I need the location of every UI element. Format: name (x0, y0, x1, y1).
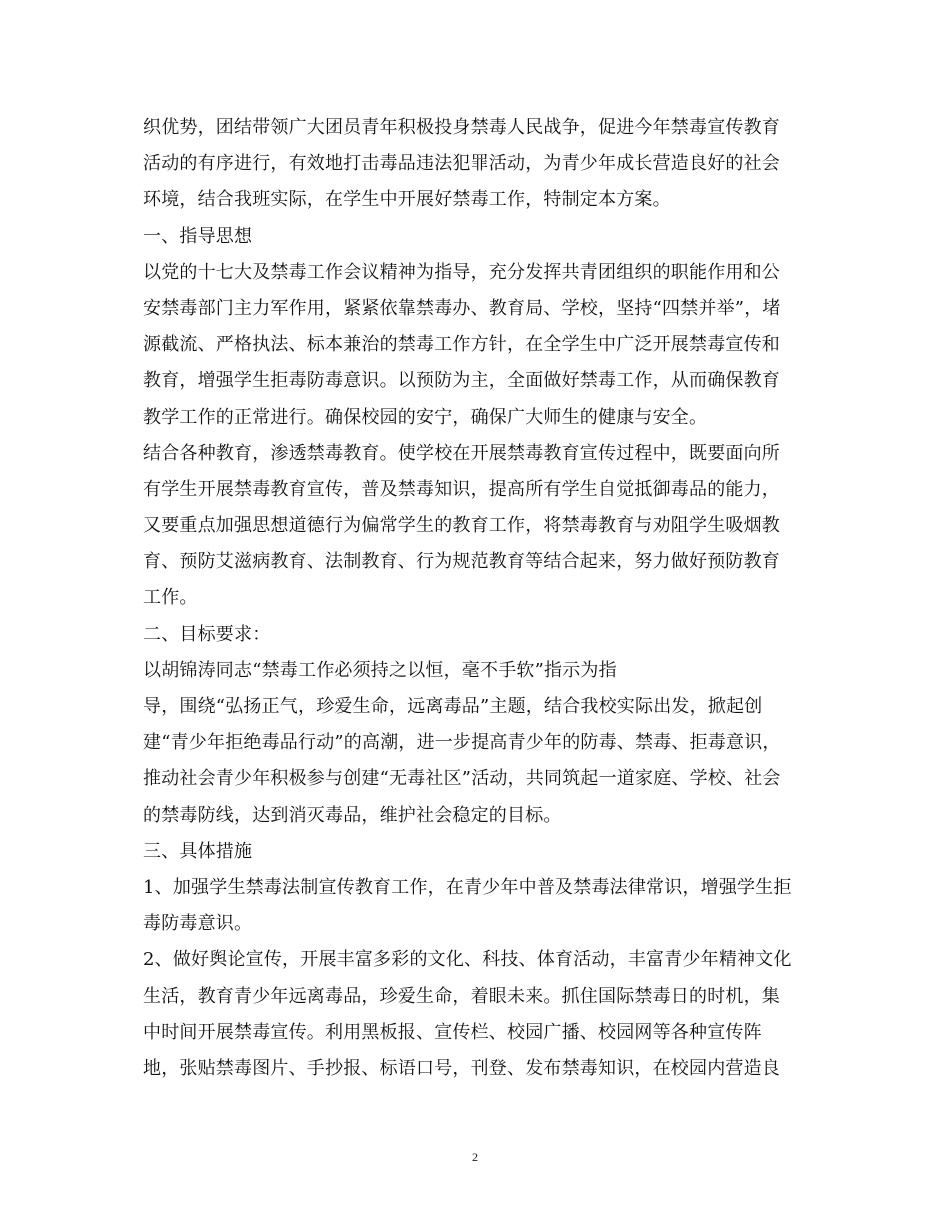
text-line: 以胡锦涛同志“禁毒工作必须持之以恒，毫不手软”指示为指 (143, 659, 617, 681)
section-heading-measures: 三、具体措施 (143, 840, 253, 862)
text-line: 结合各种教育，渗透禁毒教育。使学校在开展禁毒教育宣传过程中，既要面向所 (143, 442, 780, 464)
text-line: 源截流、严格执法、标本兼治的禁毒工作方针，在全学生中广泛开展禁毒宣传和 (143, 334, 780, 356)
text-line: 1、加强学生禁毒法制宣传教育工作，在青少年中普及禁毒法律常识，增强学生拒 (143, 876, 792, 898)
text-line: 导，围绕“弘扬正气，珍爱生命，远离毒品”主题，结合我校实际出发，掀起创 (143, 696, 763, 717)
text-line: 织优势，团结带领广大团员青年积极投身禁毒人民战争，促进今年禁毒宣传教育 (143, 117, 780, 138)
text-line: 安禁毒部门主力军作用，紧紧依靠禁毒办、教育局、学校，坚持“四禁并举”，堵 (143, 297, 781, 319)
text-line: 推动社会青少年积极参与创建“无毒社区”活动，共同筑起一道家庭、学校、社会 (143, 768, 781, 790)
text-line: 工作。 (143, 587, 198, 609)
text-line: 有学生开展禁毒教育宣传，普及禁毒知识，提高所有学生自觉抵御毒品的能力， (143, 478, 780, 500)
text-line: 毒防毒意识。 (143, 913, 253, 935)
text-line: 又要重点加强思想道德行为偏常学生的教育工作，将禁毒教育与劝阻学生吸烟教 (143, 515, 780, 537)
text-line: 育、预防艾滋病教育、法制教育、行为规范教育等结合起来，努力做好预防教育 (143, 551, 780, 573)
text-line: 的禁毒防线，达到消灭毒品，维护社会稳定的目标。 (143, 804, 562, 826)
text-line: 以党的十七大及禁毒工作会议精神为指导，充分发挥共青团组织的职能作用和公 (143, 261, 780, 283)
document-body (143, 110, 823, 1087)
text-line: 地，张贴禁毒图片、手抄报、标语口号，刊登、发布禁毒知识，在校园内营造良 (143, 1057, 780, 1079)
text-line: 教学工作的正常进行。确保校园的安宁，确保广大师生的健康与安全。 (143, 406, 708, 428)
text-line: 生活，教育青少年远离毒品，珍爱生命，着眼未来。抓住国际禁毒日的时机，集 (143, 985, 780, 1007)
section-heading-guiding-ideology: 一、指导思想 (143, 225, 253, 247)
text-line: 环境，结合我班实际，在学生中开展好禁毒工作，特制定本方案。 (143, 189, 671, 211)
text-line: 2、做好舆论宣传，开展丰富多彩的文化、科技、体育活动，丰富青少年精神文化 (143, 949, 792, 971)
section-heading-goals: 二、目标要求： (143, 623, 271, 645)
page-number: 2 (472, 1150, 478, 1164)
text-line: 建“青少年拒绝毒品行动”的高潮，进一步提高青少年的防毒、禁毒、拒毒意识， (143, 732, 781, 754)
text-line: 教育，增强学生拒毒防毒意识。以预防为主，全面做好禁毒工作，从而确保教育 (143, 370, 780, 392)
text-line: 活动的有序进行，有效地打击毒品违法犯罪活动，为青少年成长营造良好的社会 (143, 153, 780, 175)
text-line: 中时间开展禁毒宣传。利用黑板报、宣传栏、校园广播、校园网等各种宣传阵 (143, 1021, 762, 1043)
